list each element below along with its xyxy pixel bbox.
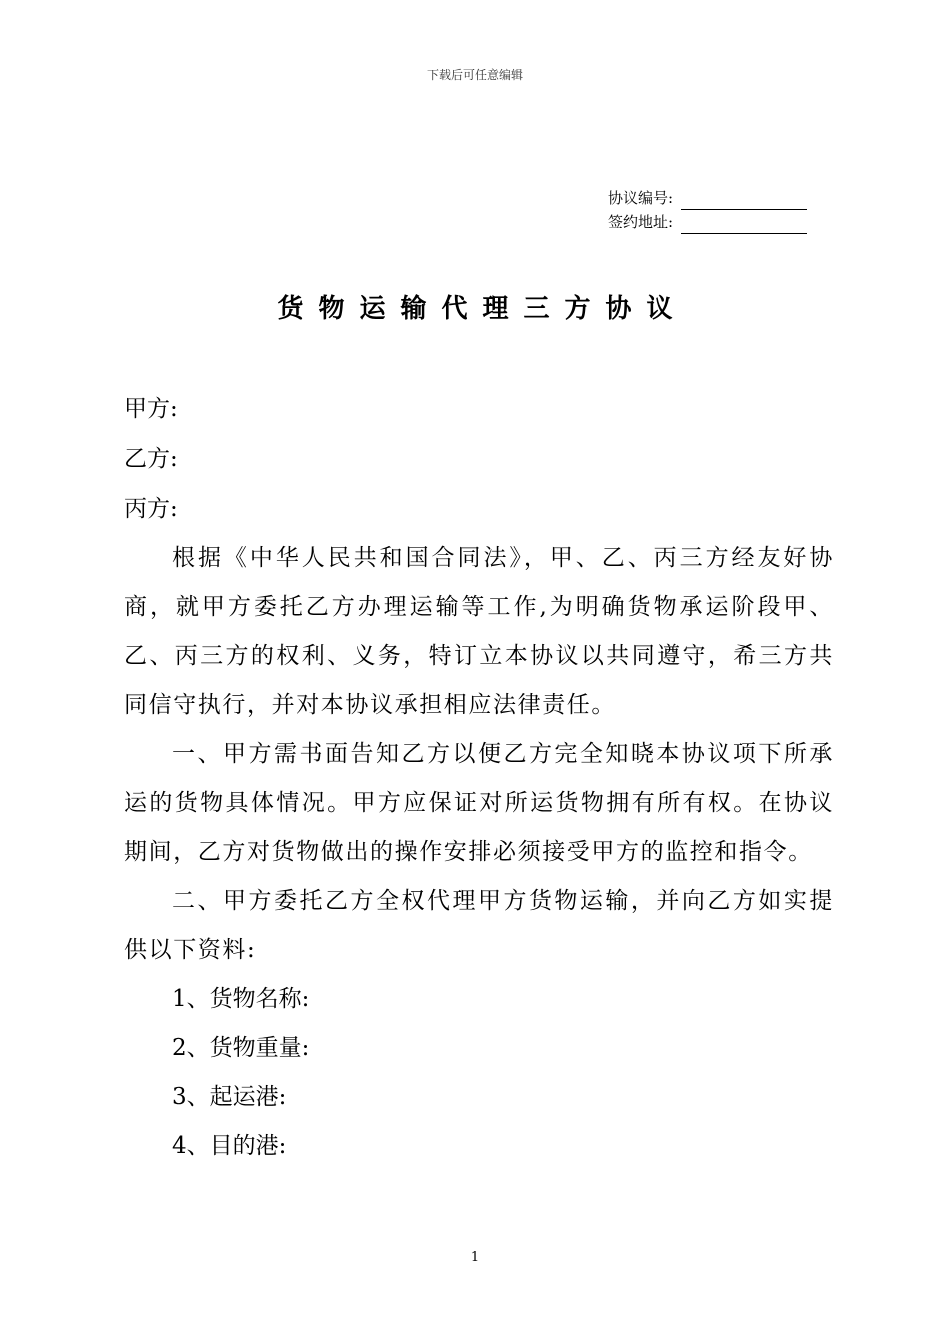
party-a-label: 甲方: [124,396,178,422]
party-c-label: 丙方: [124,496,178,522]
clause-1-paragraph: 一、甲方需书面告知乙方以便乙方完全知晓本协议项下所承运的货物具体情况。甲方应保证对所运货物拥有所有权。在协议期间，乙方对货物做出的操作安排必须接受甲方的监控和指令。 [124,741,834,865]
agreement-number-label: 协议编号: [608,189,674,207]
list-item: 4、目的港: [172,1133,287,1159]
signing-place-row [608,210,807,234]
page-number: 1 [470,1250,480,1265]
intro-paragraph: 根据《中华人民共和国合同法》，甲、乙、丙三方经友好协商，就甲方委托乙方办理运输等工作,为明确货物承运阶段甲、乙、丙三方的权利、义务，特订立本协议以共同遵守，希三方共同信守执行，并对本协议承担相应法律责任。 [124,545,834,718]
document-body [124,384,834,1171]
header-note: 下载后可任意编辑 [426,68,523,82]
party-b-label: 乙方: [124,446,178,472]
agreement-number-blank [681,192,807,210]
clause-2-paragraph: 二、甲方委托乙方全权代理甲方货物运输，并向乙方如实提供以下资料: [124,888,834,963]
agreement-meta [608,186,807,234]
agreement-number-row [608,186,807,210]
list-item: 3、起运港: [172,1084,287,1110]
signing-place-blank [681,216,807,234]
document-title: 货物运输代理三方协议 [277,294,688,324]
list-item: 1、货物名称: [172,986,310,1012]
list-item: 2、货物重量: [172,1035,310,1061]
signing-place-label: 签约地址: [608,213,674,231]
